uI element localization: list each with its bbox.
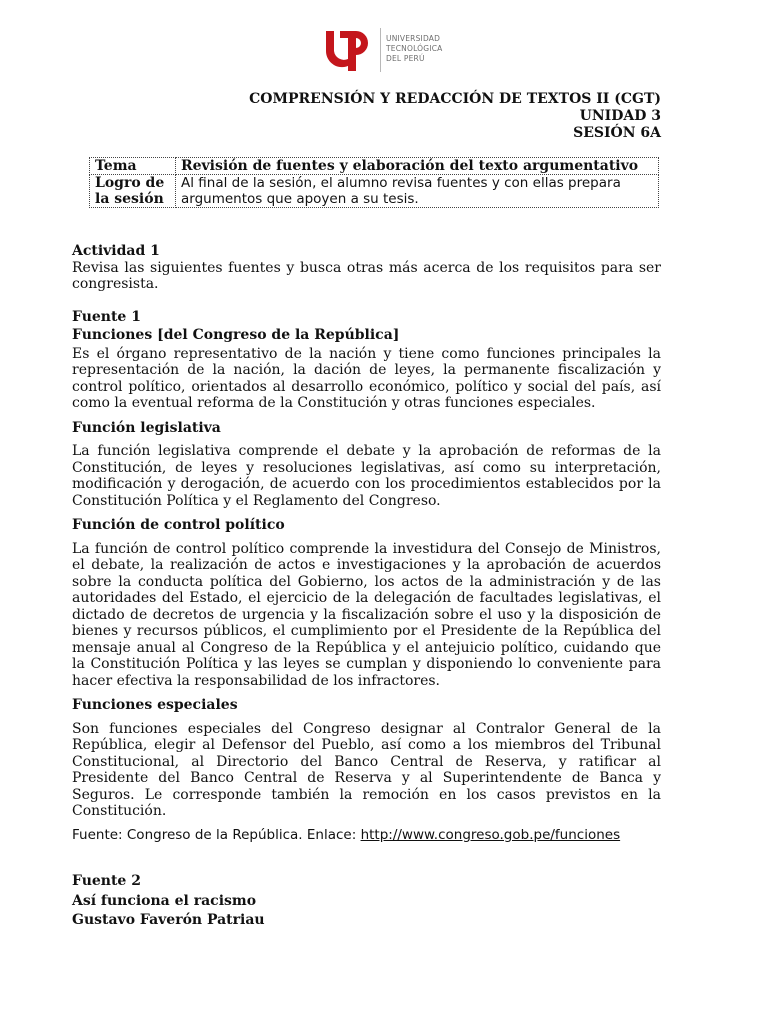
logo-wordmark: UNIVERSIDAD TECNOLÓGICA DEL PERÚ [386,34,443,63]
course-title: COMPRENSIÓN Y REDACCIÓN DE TEXTOS II (CGT) [249,91,661,107]
fuente2-author: Gustavo Faverón Patriau [72,912,265,928]
legislativa-heading: Función legislativa [72,419,221,436]
fuente1-intro: Es el órgano representativo de la nación y tiene como funciones principales la representación de la nación, la dación de leyes, la permanente fiscalización y control político, orientados al desarrollo económico, político y social del país, así como la eventual reforma de la Constitución y otras funciones especiales. [72,345,661,411]
tema-label: Tema [90,158,176,175]
session-label: SESIÓN 6A [573,125,661,141]
utp-logo-icon [322,27,378,73]
session-info-table [89,157,659,208]
logro-value: Al final de la sesión, el alumno revisa fuentes y con ellas prepara argumentos que apoyen a su tesis. [176,175,659,208]
control-text: La función de control político comprende la investidura del Consejo de Ministros, el debate, la realización de actos e investigaciones y la aprobación de acuerdos sobre la conducta política del Gobierno, los actos de la administración y de las autoridades del Estado, el ejercicio de la delegación de facultades legislativas, el dictado de decretos de urgencia y la fiscalización sobre el uso y la disposición de bienes y recursos públicos, el cumplimiento por el Presidente de la República del mensaje anual al Congreso de la República y el antejuicio político, cuidando que la Constitución Política y las leyes se cumplan y disponiendo lo conveniente para hacer efectiva la responsabilidad de los infractores. [72,540,661,689]
fuente2-title: Así funciona el racismo [72,892,257,909]
legislativa-text: La función legislativa comprende el debate y la aprobación de reformas de la Constitución, de leyes y resoluciones legislativas, así como su interpretación, modificación y derogación, de acuerdo con los procedimientos establecidos por la Constitución Política y el Reglamento del Congreso. [72,443,661,509]
document-body [72,243,661,929]
logro-row [90,175,659,208]
unit-label: UNIDAD 3 [579,108,661,124]
logro-label: Logro de la sesión [90,175,176,208]
activity-title: Actividad 1 [72,243,160,259]
congreso-link[interactable]: http://www.congreso.gob.pe/funciones [360,826,621,843]
control-heading: Función de control político [72,517,285,533]
especiales-text: Son funciones especiales del Congreso designar al Contralor General de la República, elegir al Defensor del Pueblo, así como a los miembros del Tribunal Constitucional, al Directorio del Banco Central de Reserva, y ratificar al Presidente del Banco Central de Reserva y al Superintendente de Banca y Seguros. Le corresponde también la remoción en los casos previstos en la Constitución. [72,720,661,819]
activity-text: Revisa las siguientes fuentes y busca otras más acerca de los requisitos para ser congresista. [72,259,661,292]
fuente1-label: Fuente 1 [72,308,141,325]
fuente1-title: Funciones [del Congreso de la República] [72,327,400,343]
logo-divider [380,28,381,72]
tema-value: Revisión de fuentes y elaboración del texto argumentativo [176,158,659,175]
university-logo [322,27,452,73]
fuente2-label: Fuente 2 [72,873,141,889]
fuente1-citation: Fuente: Congreso de la República. Enlace: http://www.congreso.gob.pe/funciones [72,826,621,843]
tema-row [90,158,659,175]
document-header [249,91,661,142]
especiales-heading: Funciones especiales [72,697,238,713]
